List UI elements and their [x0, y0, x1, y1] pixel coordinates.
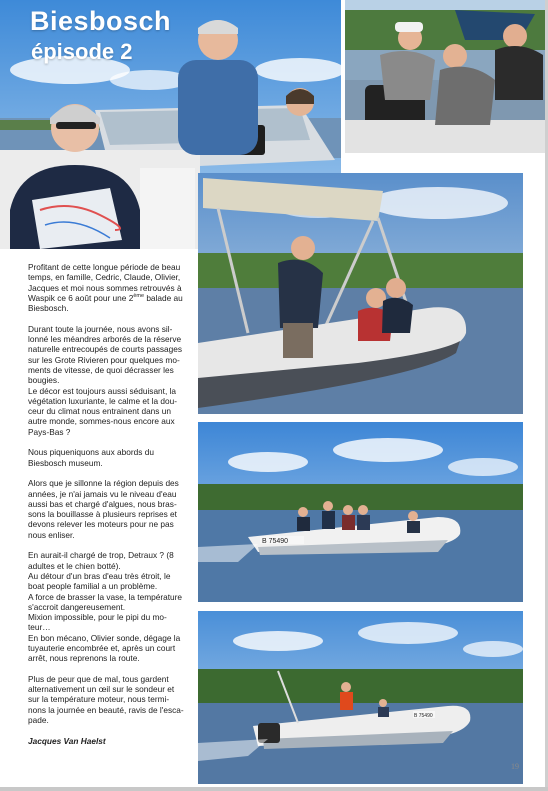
- article-line: Biesbosch museum.: [28, 457, 103, 468]
- article-line: ceur du climat nous entrainent dans un: [28, 406, 171, 417]
- article-line: En bon mécano, Olivier sonde, dégage la: [28, 632, 181, 643]
- article-line: bougies.: [28, 375, 60, 386]
- page-bottom-edge: [0, 787, 548, 791]
- article-line: lonné les méandres arborés de la réserve: [28, 334, 182, 345]
- article-line: pade.: [28, 715, 49, 726]
- photo-boat-group: [198, 422, 523, 602]
- article-line: aussi bas et chargé d'algues, nous bras-: [28, 498, 177, 509]
- article-line: Nous piqueniquons aux abords du: [28, 447, 154, 458]
- article-paragraph-6: [28, 674, 188, 725]
- article-subtitle: épisode 2: [31, 39, 133, 64]
- article-line: Profitant de cette longue période de beau: [28, 262, 181, 272]
- article-line: teur…: [28, 622, 51, 633]
- article-line: Alors que je sillonne la région depuis des: [28, 478, 179, 489]
- article-title: Biesbosch: [30, 6, 172, 36]
- article-line: A force de brasser la vase, la température: [28, 591, 183, 602]
- article-line: sur la température moteur, nous termi-: [28, 694, 170, 705]
- article-line: devons relever les moteurs pour ne pas: [28, 519, 174, 530]
- article-author: Jacques Van Haelst: [28, 735, 106, 746]
- article-line: Pays-Bas ?: [28, 426, 71, 437]
- article-line: nons la journée en beauté, ravis de l'esca-: [28, 704, 184, 715]
- article-body: [28, 262, 188, 756]
- article-paragraph-1: [28, 262, 188, 313]
- boat-registration: B 75490: [414, 713, 433, 719]
- article-line: autre monde, sommes-nous encore aux: [28, 416, 175, 427]
- article-line: sur les Grote Rivieren pour quelques mo-: [28, 354, 180, 365]
- article-line: années, je n'ai jamais vu le niveau d'eau: [28, 488, 177, 499]
- ordinal-superscript: ème: [133, 292, 145, 299]
- article-paragraph-2: [28, 324, 188, 437]
- article-text-fragment: balade au: [144, 292, 183, 303]
- article-line: arrêt, nous reprenons la route.: [28, 653, 140, 664]
- article-line: Mixion impossible, pour le pipi du mo-: [28, 612, 167, 623]
- article-line: Le décor est toujours aussi séduisant, la: [28, 385, 177, 396]
- article-line: Au détour d'un bras d'eau très étroit, le: [28, 570, 171, 581]
- article-line: adultes et le chien botté).: [28, 560, 121, 571]
- article-line: végétation luxuriante, le calme et la dou-: [28, 395, 177, 406]
- article-line: nous enliser.: [28, 529, 75, 540]
- article-line: boat people familial a un problème.: [28, 581, 158, 592]
- article-line: Biesbosch.: [28, 303, 69, 314]
- article-line: Jacques et moi nous sommes retrouvés à: [28, 282, 182, 293]
- article-paragraph-4: [28, 478, 188, 540]
- article-title-block: [30, 6, 171, 65]
- article-line: sons la bouillasse à plusieurs reprises et: [28, 509, 177, 520]
- article-text-fragment: Waspik ce 6 août pour une 2: [28, 292, 134, 303]
- article-line: tuyauterie encombrée et, après un court: [28, 642, 176, 653]
- page-number: 19: [511, 762, 519, 771]
- article-line: ments de vitesse, de quoi décrasser les: [28, 364, 174, 375]
- article-line: temps, en famille, Cedric, Claude, Olivier,: [28, 272, 181, 283]
- article-line: Durant toute la journée, nous avons sil-: [28, 323, 173, 334]
- photo-bimini-boat: [198, 173, 523, 414]
- article-paragraph-3: [28, 447, 188, 468]
- article-line: alternativement un œil sur le sondeur et: [28, 684, 175, 695]
- boat-registration: B 75490: [262, 538, 289, 545]
- article-paragraph-5: [28, 550, 188, 663]
- article-line: Plus de peur que de mal, tous gardent: [28, 673, 169, 684]
- article-line-waspik: [28, 293, 188, 303]
- photo-boat-cruising: [198, 611, 523, 784]
- article-line: s'accroit dangereusement.: [28, 601, 126, 612]
- article-line: naturelle entrecoupés de courts passages: [28, 344, 183, 355]
- photo-engine-repair: [345, 0, 545, 153]
- article-line: En aurait-il chargé de trop, Detraux ? (8: [28, 550, 174, 561]
